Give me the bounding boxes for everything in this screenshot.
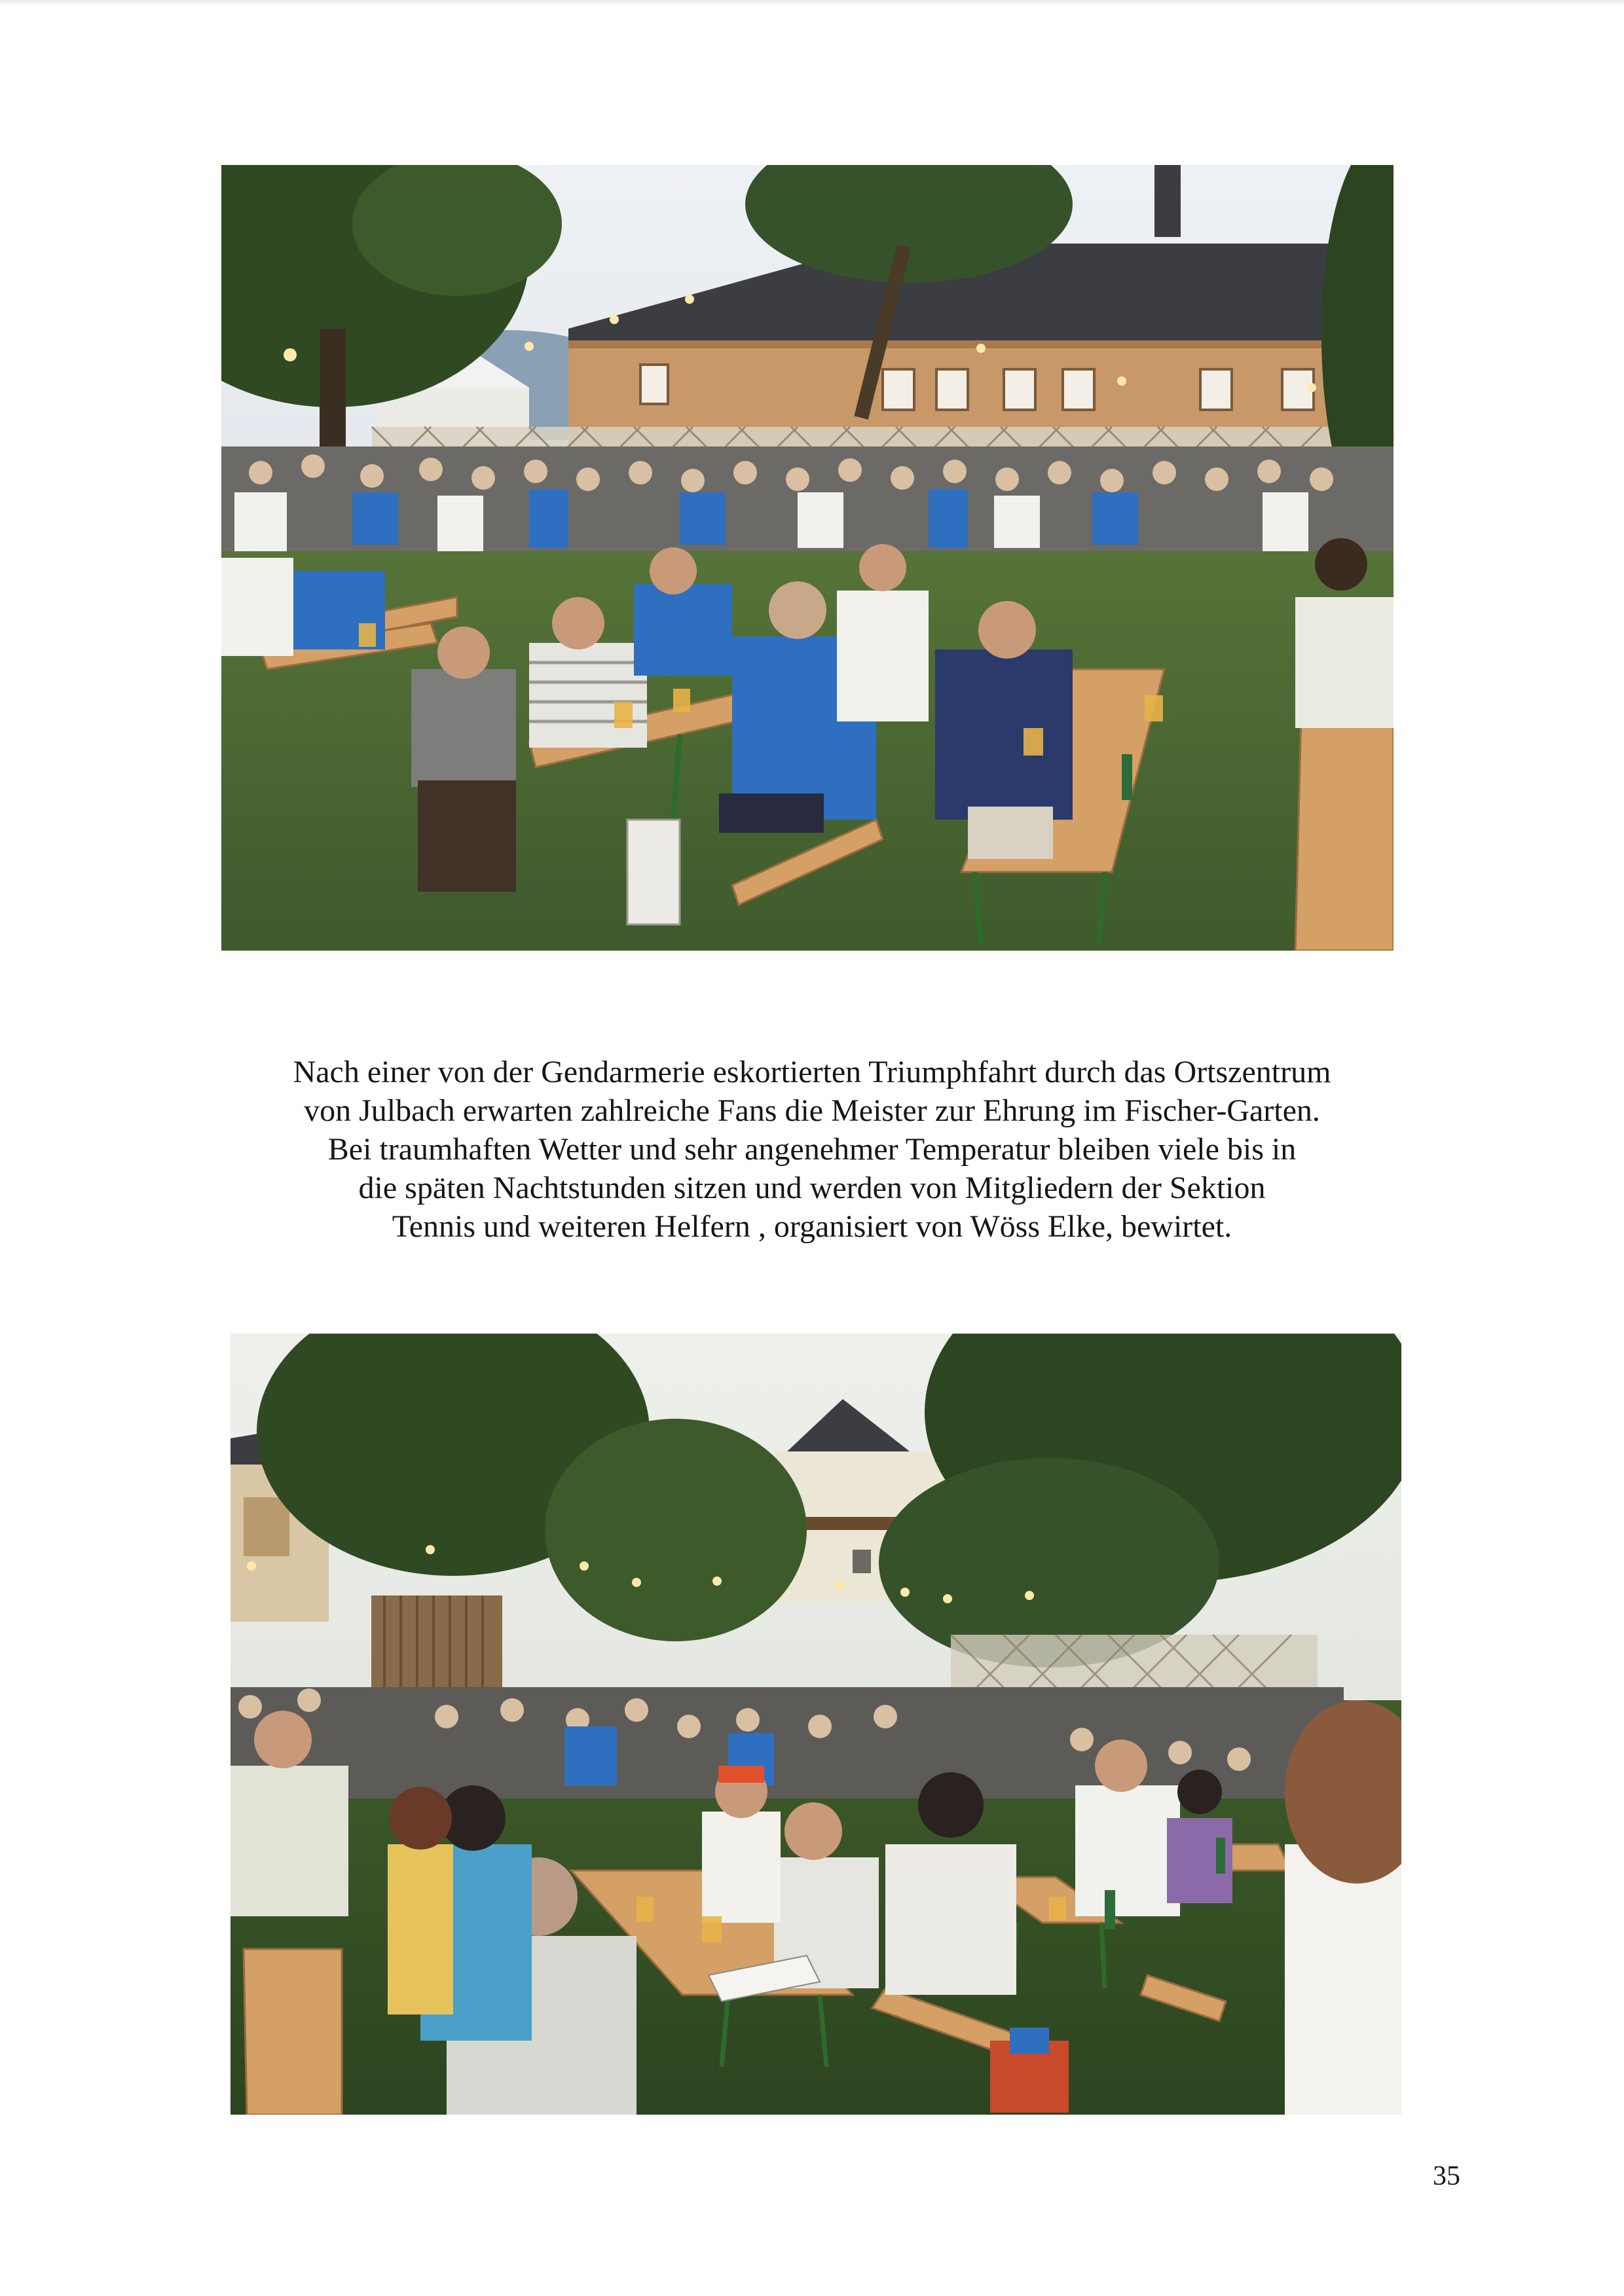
- caption-line: Nach einer von der Gendarmerie eskortierten Triumphfahrt durch das Ortszentrum: [293, 1055, 1331, 1089]
- page-number: 35: [1433, 2161, 1460, 2191]
- caption-line: von Julbach erwarten zahlreiche Fans die Meister zur Ehrung im Fischer-Garten.: [304, 1093, 1320, 1128]
- caption-line: Tennis und weiteren Helfern , organisiert von Wöss Elke, bewirtet.: [392, 1209, 1232, 1244]
- photo-beer-garden-house: [221, 165, 1393, 951]
- scan-edge: [0, 0, 1624, 5]
- caption-line: Bei traumhaften Wetter und sehr angenehmer Temperatur bleiben viele bis in: [327, 1132, 1297, 1167]
- photo-beer-garden-tables: [231, 1334, 1401, 2115]
- caption-line: die späten Nachtstunden sitzen und werden von Mitgliedern der Sektion: [358, 1171, 1266, 1205]
- photo-caption: [196, 1053, 1428, 1246]
